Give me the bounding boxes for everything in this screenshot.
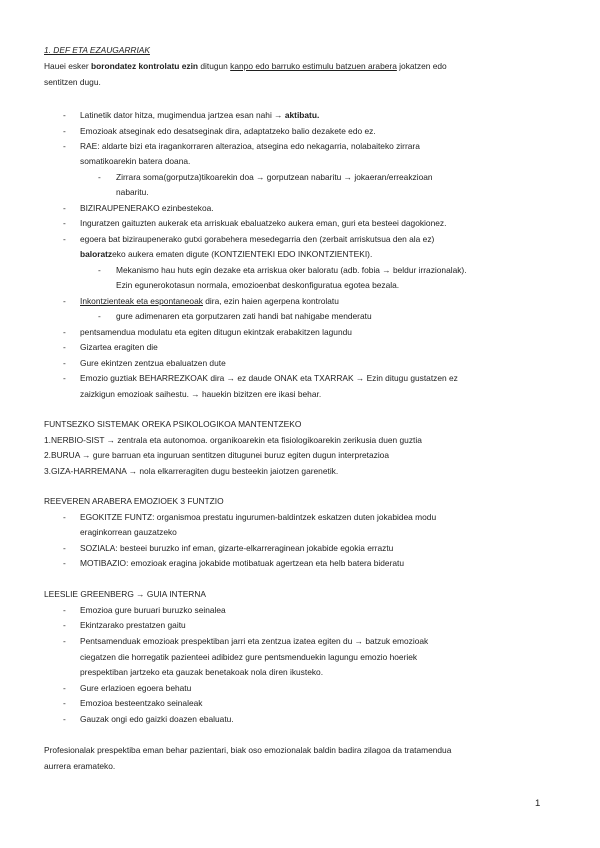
bullet-dash: - — [63, 342, 66, 352]
bullet-item: BIZIRAUPENERAKO ezinbestekoa. — [80, 203, 214, 213]
bullet-dash: - — [63, 110, 66, 120]
section-heading: FUNTSEZKO SISTEMAK OREKA PSIKOLOGIKOA MANTENTZEKO — [44, 419, 302, 429]
bullet-item: Emozio guztiak BEHARREZKOAK dira → ez daude ONAK eta TXARRAK → Ezin ditugu gustatzen ez — [80, 373, 458, 383]
section-heading: LEESLIE GREENBERG → GUIA INTERNA — [44, 589, 206, 599]
intro-underlined: kanpo edo barruko estimulu batzuen arabera — [230, 61, 397, 71]
bullet-item: egoera bat biziraupenerako gutxi gorabehera mesedegarria den (zerbait arriskutsua den ala ez) — [80, 234, 435, 244]
closing-paragraph: Profesionalak prespektiba eman behar pazientari, biak oso emozionalak baldin badira zilagoa da tratamendua — [44, 745, 452, 755]
bullet-dash: - — [63, 714, 66, 724]
bullet-item-cont — [80, 249, 372, 260]
section-title: 1. DEF ETA EZAUGARRIAK — [44, 45, 150, 55]
bullet-item: Emozioa gure buruari buruzko seinalea — [80, 605, 226, 615]
bullet-item-cont: ciegatzen die horregatik pazienteei adibidez gure pentsmenduekin lagungu emozio hoeriek — [80, 652, 418, 662]
bullet-dash: - — [63, 683, 66, 693]
intro-text: jokatzen edo — [396, 61, 447, 71]
bullet-item: Ekintzarako prestatzen gaitu — [80, 620, 186, 630]
bullet-item: Gauzak ongi edo gaizki doazen ebaluatu. — [80, 714, 234, 724]
bullet-item: pentsamendua modulatu eta egiten ditugun ekintzak erabakitzen lagundu — [80, 327, 352, 337]
bullet-dash: - — [63, 512, 66, 522]
intro-line-1 — [44, 61, 447, 72]
sub-bullet-item: Mekanismo hau huts egin dezake eta arriskua oker baloratu (adb. fobia → beldur irrazionalak). — [116, 265, 467, 275]
intro-text: ditugun — [198, 61, 231, 71]
bullet-item-cont: eraginkorrean gauzatzeko — [80, 527, 177, 537]
section-heading: REEVEREN ARABERA EMOZIOEK 3 FUNTZIO — [44, 496, 224, 506]
numbered-item: 2.BURUA → gure barruan eta inguruan sentitzen ditugunei buruz egiten dugun interpretazioa — [44, 450, 389, 460]
bullet-item — [80, 296, 339, 307]
sub-bullet-item-cont: nabaritu. — [116, 187, 149, 197]
bullet-item: EGOKITZE FUNTZ: organismoa prestatu ingurumen-baldintzek eskatzen duten jokabidea modu — [80, 512, 437, 522]
bullet-underlined: Inkontzienteak eta espontaneoak — [80, 296, 203, 306]
bullet-dash: - — [63, 558, 66, 568]
bullet-item: Emozioa besteentzako seinaleak — [80, 698, 203, 708]
bullet-dash: - — [63, 141, 66, 151]
bullet-dash: - — [63, 605, 66, 615]
bullet-bold: aktibatu. — [284, 110, 320, 120]
sub-bullet-item-cont: Ezin egunerokotasun normala, emozioenbat deskonfiguratua egotea bezala. — [116, 280, 400, 290]
sub-bullet-item: gure adimenaren eta gorputzaren zati handi bat nahigabe menderatu — [116, 311, 372, 321]
bullet-dash: - — [63, 126, 66, 136]
bullet-dash: - — [63, 620, 66, 630]
sub-bullet-item: Zirrara soma(gorputza)tikoarekin doa → gorputzean nabaritu → jokaeran/erreakzioan — [116, 172, 433, 182]
sub-bullet-dash: - — [98, 311, 101, 321]
bullet-dash: - — [63, 698, 66, 708]
bullet-dash: - — [63, 373, 66, 383]
sub-bullet-dash: - — [98, 172, 101, 182]
bullet-dash: - — [63, 636, 66, 646]
bullet-dash: - — [63, 296, 66, 306]
closing-paragraph-cont: aurrera eramateko. — [44, 761, 116, 771]
bullet-item: Inguratzen gaituzten aukerak eta arriskuak ebaluatzeko aukera eman, guri eta besteei dagokionez. — [80, 218, 447, 228]
bullet-text: dira, ezin haien agerpena kontrolatu — [202, 296, 339, 306]
bullet-bold: baloratz — [80, 249, 113, 259]
bullet-item: Pentsamenduak emozioak prespektiban jarri eta zentzua izatea egiten du → batzuk emozioak — [80, 636, 429, 646]
bullet-item-cont: zaizkigun emozioak saihestu. → hauekin bizitzen ere ikasi behar. — [80, 389, 322, 399]
sub-bullet-dash: - — [98, 265, 101, 275]
bullet-dash: - — [63, 327, 66, 337]
bullet-dash: - — [63, 358, 66, 368]
intro-line-2: sentitzen dugu. — [44, 77, 101, 87]
bullet-dash: - — [63, 218, 66, 228]
bullet-item: Gizartea eragiten die — [80, 342, 158, 352]
page-number: 1 — [535, 798, 541, 809]
bullet-item: Gure erlazioen egoera behatu — [80, 683, 192, 693]
bullet-text: Latinetik dator hitza, mugimendua jartzea esan nahi → — [80, 110, 285, 120]
intro-bold: borondatez kontrolatu ezin — [91, 61, 199, 71]
bullet-item: RAE: aldarte bizi eta iragankorraren alterazioa, atsegina edo nekagarria, nolabaiteko zirrara — [80, 141, 420, 151]
bullet-text: eko aukera ematen digute (KONTZIENTEKI EDO INKONTZIENTEKI). — [112, 249, 373, 259]
bullet-item-cont: prespektiban jartzeko eta gauzak benetakoak nola diren ikusteko. — [80, 667, 324, 677]
bullet-dash: - — [63, 234, 66, 244]
bullet-dash: - — [63, 203, 66, 213]
numbered-item: 1.NERBIO-SIST → zentrala eta autonomoa. organikoarekin eta fisiologikoarekin zerikusia duen guztia — [44, 435, 422, 445]
intro-text: Hauei esker — [44, 61, 92, 71]
bullet-item: SOZIALA: besteei buruzko inf eman, gizarte-elkarreraginean jokabide egokia erraztu — [80, 543, 394, 553]
bullet-item-cont: somatikoarekin batera doana. — [80, 156, 191, 166]
bullet-item: Emozioak atseginak edo desatseginak dira, adaptatzeko balio dezakete edo ez. — [80, 126, 376, 136]
bullet-item: MOTIBAZIO: emozioak eragina jokabide motibatuak agertzean eta helb batera bideratu — [80, 558, 405, 568]
numbered-item: 3.GIZA-HARREMANA → nola elkarreragiten dugu besteekin jaiotzen garenetik. — [44, 466, 339, 476]
bullet-dash: - — [63, 543, 66, 553]
bullet-item: Gure ekintzen zentzua ebaluatzen dute — [80, 358, 226, 368]
bullet-item — [80, 110, 319, 121]
